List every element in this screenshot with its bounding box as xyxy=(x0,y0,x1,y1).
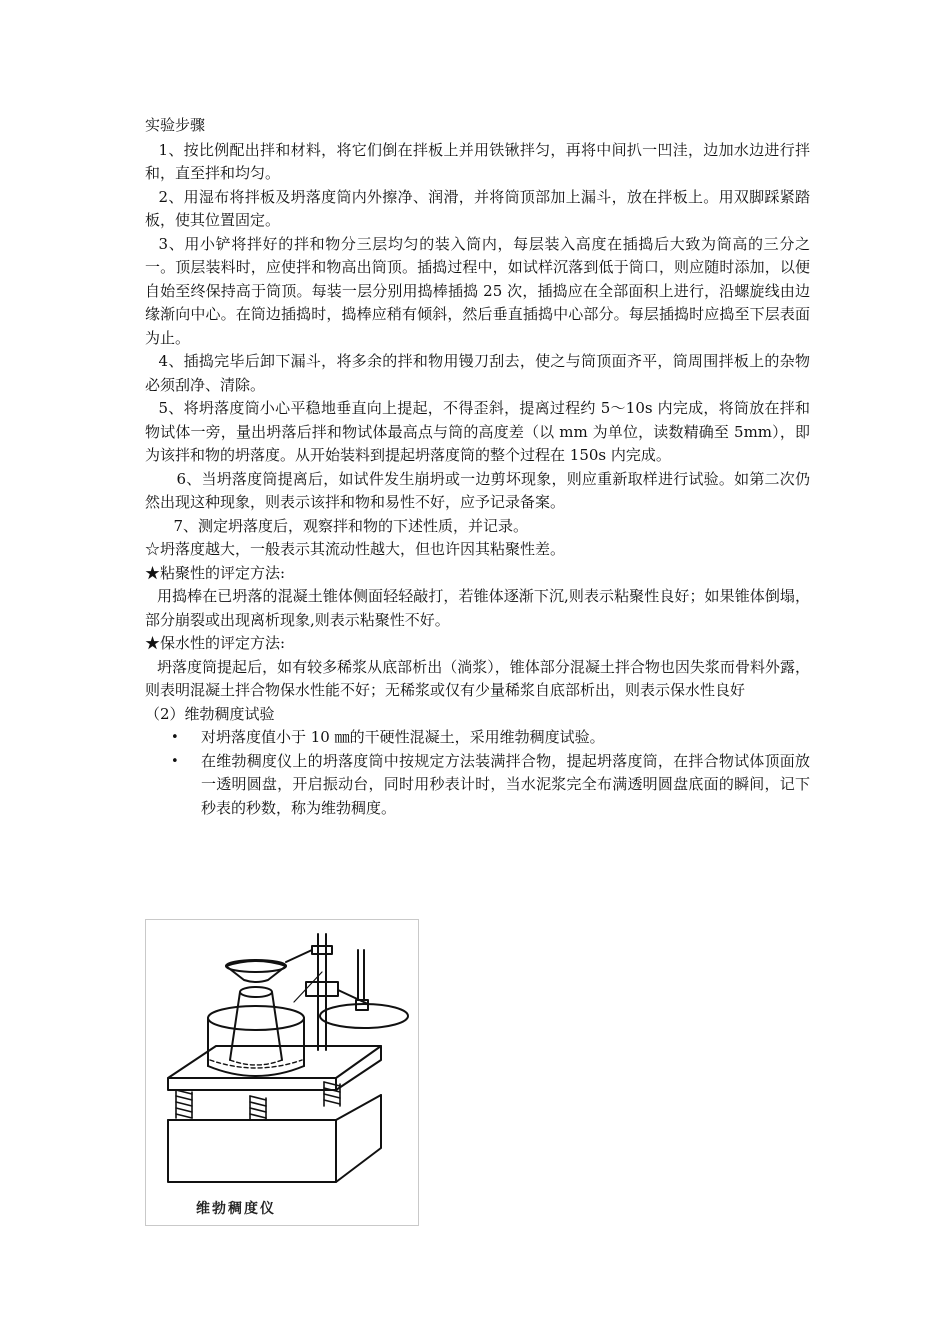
bullet-icon: • xyxy=(171,730,179,745)
vebe-heading: （2）维勃稠度试验 xyxy=(145,704,275,723)
slump-note: ☆坍落度越大，一般表示其流动性越大，但也许因其粘聚性差。 xyxy=(145,540,566,558)
cohesion-text: 用捣棒在已坍落的混凝土锥体侧面轻轻敲打，若锥体逐渐下沉,则表示粘聚性良好；如果锥体倒塌，部分崩裂或出现离析现象,则表示粘聚性不好。 xyxy=(145,587,810,629)
list-item xyxy=(171,726,810,750)
vebe-apparatus-drawing xyxy=(146,920,418,1225)
step-2: 2、用湿布将拌板及坍落度筒内外擦净、润滑，并将筒顶部加上漏斗，放在拌板上。用双脚踩紧踏板，使其位置固定。 xyxy=(145,187,810,229)
vebe-apparatus-figure xyxy=(145,919,419,1226)
step-4: 4、插捣完毕后卸下漏斗，将多余的拌和物用镘刀刮去，使之与筒顶面齐平，筒周围拌板上的杂物必须刮净、清除。 xyxy=(145,352,810,394)
stand-post xyxy=(318,934,326,1050)
vebe-bullet-list xyxy=(145,726,810,820)
spring-center xyxy=(250,1096,266,1120)
transparent-disc xyxy=(320,1004,408,1028)
list-item xyxy=(171,750,810,821)
step-7: 7、测定坍落度后，观察拌和物的下述性质，并记录。 xyxy=(173,516,529,535)
cohesion-heading: ★粘聚性的评定方法: xyxy=(145,563,286,582)
spring-left xyxy=(176,1090,192,1118)
container-rim xyxy=(208,1006,304,1030)
document-body xyxy=(145,114,810,820)
slump-cone-top xyxy=(240,987,272,997)
water-retention-text: 坍落度筒提起后，如有较多稀浆从底部析出（淌浆），锥体部分混凝土拌合物也因失浆而骨料外露，则表明混凝土拌合物保水性能不好；无稀浆或仅有少量稀浆自底部析出，则表示保水性良好 xyxy=(145,657,810,699)
section-heading: 实验步骤 xyxy=(145,116,206,134)
step-5: 5、将坍落度筒小心平稳地垂直向上提起，不得歪斜，提离过程约 5～10s 内完成，将筒放在拌和物试体一旁，量出坍落后拌和物试体最高点与筒的高度差（以 mm 为单位，读数精确至 5mm），即为该拌和物的坍落度。从开始装料到提起坍落度筒的整个过程在 150s 内完成。 xyxy=(145,399,810,464)
step-6: 6、当坍落度筒提离后，如试件发生崩坍或一边剪坏现象，则应重新取样进行试验。如第二次仍然出现这种现象，则表示该拌和物和易性不好，应予记录备案。 xyxy=(145,469,810,511)
water-retention-heading: ★保水性的评定方法: xyxy=(145,634,286,652)
bullet-icon: • xyxy=(171,753,179,769)
step-1: 1、按比例配出拌和材料，将它们倒在拌板上并用铁锹拌匀，再将中间扒一凹洼，边加水边进行拌和，直至拌和均匀。 xyxy=(145,140,810,182)
vebe-bullet-1-text: 对坍落度值小于 10 ㎜的干硬性混凝土，采用维勃稠度试验。 xyxy=(201,728,605,746)
base-block xyxy=(168,1095,381,1182)
vebe-bullet-2-text: 在维勃稠度仪上的坍落度筒中按规定方法装满拌合物，提起坍落度筒，在拌合物试体顶面放一透明圆盘，开启振动台，同时用秒表计时，当水泥浆完全布满透明圆盘底面的瞬间，记下秒表的秒数，称为维勃稠度。 xyxy=(201,751,810,817)
step-3: 3、用小铲将拌好的拌和物分三层均匀的装入筒内，每层装入高度在插捣后大致为筒高的三分之一。顶层装料时，应使拌和物高出筒顶。插捣过程中，如试样沉落到低于筒口，则应随时添加，以便自始至终保持高于筒顶。每装一层分别用捣棒插捣 25 次，插捣应在全部面积上进行，沿螺旋线由边缘渐向中心。在筒边插捣时，捣棒应稍有倾斜，然后垂直插捣中心部分。每层插捣时应捣至下层表面为止。 xyxy=(145,234,810,347)
spring-right xyxy=(324,1082,340,1106)
figure-caption: 维勃稠度仪 xyxy=(196,1201,276,1217)
